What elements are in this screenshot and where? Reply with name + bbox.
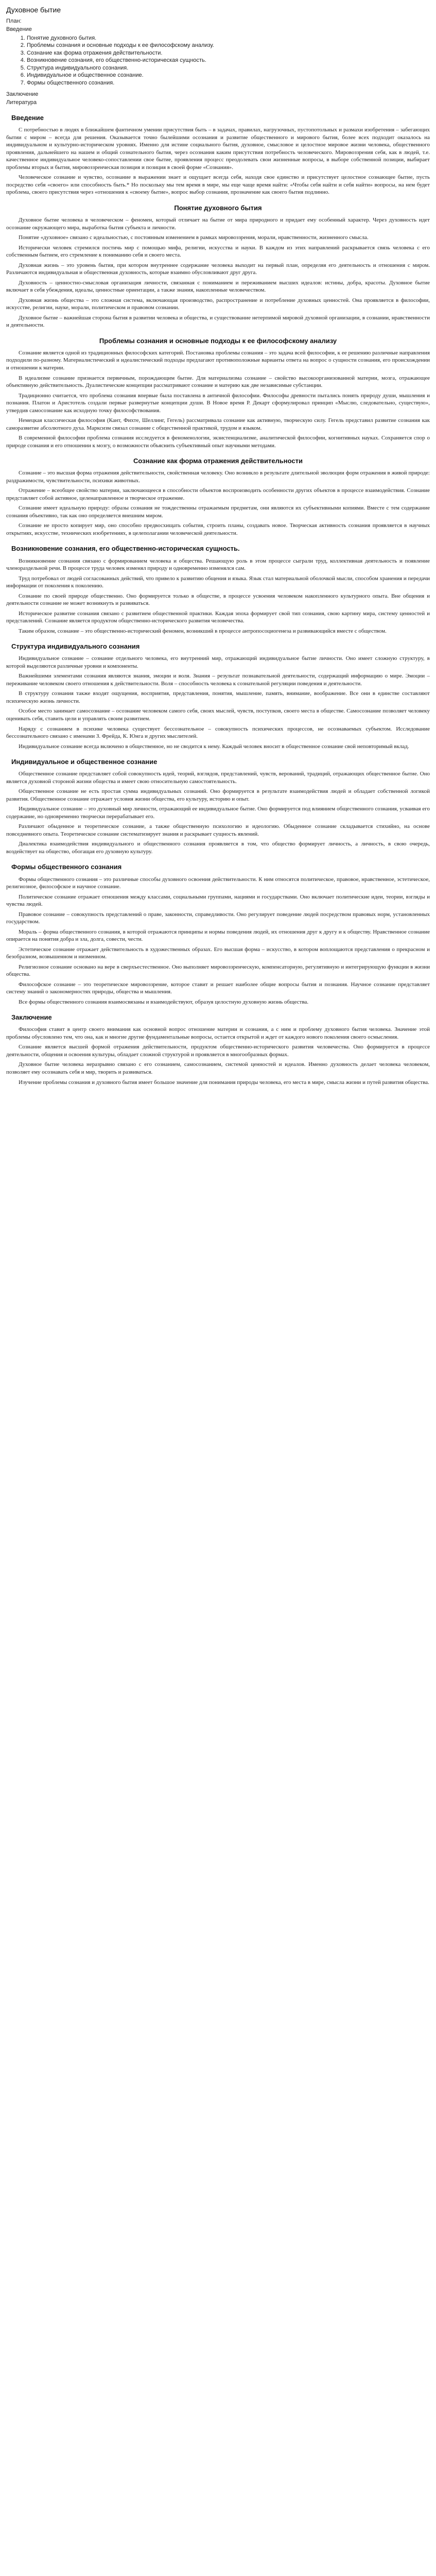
paragraph: Изучение проблемы сознания и духовного бытия имеет большое значение для понимания природы человека, его места в мире, смысла жизни и путей развития общества. [19, 1079, 429, 1086]
section [6, 544, 430, 635]
section-heading: Понятие духовного бытия [174, 204, 262, 212]
paragraph: В идеализме сознание признается первичным, порождающим бытие. Для материализма сознание – свойство высокоорганизованной материи, мозга, отражающее объективную действительность. Дуалистические концепции рассматривают сознание и материю как две независимые субстанции. [6, 375, 430, 389]
section [6, 456, 430, 537]
paragraph: Общественное сознание представляет собой совокупность идей, теорий, взглядов, представлений, чувств, верований, традиций, отражающих общественное бытие. Оно является духовной стороной жизни общества и имеет свою относительную самостоятельность. [6, 771, 430, 785]
section [6, 204, 430, 329]
paragraph: Таким образом, сознание – это общественно-исторический феномен, возникший в процессе антропосоциогенеза и развивающийся вместе с обществом. [19, 628, 387, 634]
section [6, 336, 430, 449]
paragraph: Все формы общественного сознания взаимосвязаны и взаимодействуют, образуя целостную духовную жизнь общества. [19, 998, 309, 1005]
paragraph: Немецкая классическая философия (Кант, Фихте, Шеллинг, Гегель) рассматривала сознание как активную, творческую силу. Гегель представил развитие сознания как саморазвитие абсолютного духа. Марксизм связал сознание с общественной практикой, трудом и языком. [6, 417, 430, 431]
table-of-contents [6, 18, 430, 106]
paragraph: Отражение – всеобщее свойство материи, заключающееся в способности объектов воспроизводить особенности других объектов в процессе взаимодействия. Сознание представляет собой активное, целенаправленное и творческое отражение. [6, 487, 430, 501]
toc-label: План: [6, 18, 22, 25]
toc-item: 1. Понятие духовного бытия. [27, 35, 430, 42]
toc-list [6, 35, 430, 87]
paragraph: Наряду с сознанием в психике человека существует бессознательное – совокупность психических процессов, не осознаваемых субъектом. Исследование бессознательного связано с именами З. Фрейда, К. Юнга и других мыслителей. [6, 725, 430, 740]
section-heading: Проблемы сознания и основные подходы к ее философскому анализу [99, 336, 337, 345]
toc-literature: Литература [6, 99, 37, 106]
paragraph: Сознание является высшей формой отражения действительности, продуктом общественно-исторического развития человечества. Оно формируется в процессе деятельности, общения и освоения культуры, обладает сложной структурой и проявляется в многообразных формах. [6, 1044, 430, 1058]
toc-conclusion: Заключение [6, 91, 39, 98]
paragraph: Индивидуальное сознание – это духовный мир личности, отражающий ее индивидуальное бытие. Оно формируется под влиянием общественного сознания, усваивая его содержание, но одновременно творчески перерабатывает его. [6, 806, 430, 820]
section-heading: Формы общественного сознания [11, 863, 122, 871]
paragraph: Сознание по своей природе общественно. Оно формируется только в обществе, в процессе усвоения человеком накопленного культурного опыта. Вне общения и деятельности сознание не может возникнуть и развиваться. [6, 592, 430, 607]
paragraph: Понятие «духовное» связано с идеальностью, с постоянным изменением в рамках мировоззрения, морали, нравственности, жизненного смысла. [19, 234, 369, 241]
section-heading: Сознание как форма отражения действительности [133, 457, 303, 465]
paragraph: Духовность – ценностно-смысловая организация личности, связанная с пониманием и переживанием высших идеалов: истины, добра, красоты. Духовное бытие включает в себя убеждения, идеалы, ценностные ориентации, а также знания, накопленные человечеством. [6, 279, 430, 294]
paragraph: Сознание является одной из традиционных философских категорий. Постановка проблемы сознания – это задача всей философии, к ее решению различные направления подходили по-разному. Материалистический и идеалистический подходы предлагают противоположные варианты ответа на вопрос о сущности сознания, его происхождении и отношении к материи. [6, 349, 430, 371]
document-body [6, 113, 430, 1086]
document-page [0, 0, 436, 1099]
paragraph: Индивидуальное сознание – сознание отдельного человека, его внутренний мир, отражающий индивидуальное бытие личности. Оно имеет сложную структуру, в которой выделяются различные уровни и компоненты. [6, 655, 430, 669]
section [6, 757, 430, 855]
paragraph: Труд потребовал от людей согласованных действий, что привело к развитию общения и языка. Язык стал материальной оболочкой мысли, способом хранения и передачи информации от поколения к поколению. [6, 575, 430, 589]
paragraph: Исторически человек стремился постичь мир с помощью мифа, религии, искусства и науки. В каждом из этих направлений раскрывается связь человека с его собственным бытием, его стремление к пониманию себя и своего места. [6, 244, 430, 259]
section-heading: Структура индивидуального сознания [11, 642, 140, 651]
paragraph: Философское сознание – это теоретическое мировоззрение, которое ставит и решает наиболее общие вопросы бытия и познания. Научное сознание представляет систему знаний о закономерностях природы, общества и мышления. [6, 981, 430, 995]
paragraph: Индивидуальное сознание всегда включено в общественное, но не сводится к нему. Каждый человек вносит в общественное сознание свой неповторимый вклад. [19, 743, 409, 750]
paragraph: В современной философии проблема сознания исследуется в феноменологии, экзистенциализме, аналитической философии, когнитивных науках. Сохраняется спор о природе сознания и его отношении к мозгу, о возможности объяснить субъективный опыт научными методами. [6, 435, 430, 449]
section [6, 642, 430, 750]
paragraph: Духовная жизнь общества – это сложная система, включающая производство, распространение и потребление духовных ценностей. Она проявляется в философии, искусстве, религии, науке, морали, политическом и правовом сознании. [6, 297, 430, 311]
paragraph: Сознание – это высшая форма отражения действительности, свойственная человеку. Оно возникло в результате длительной эволюции форм отражения в живой природе: раздражимости, чувствительности, психики животных. [6, 470, 430, 484]
paragraph: Политическое сознание отражает отношения между классами, социальными группами, нациями и государствами. Оно включает политические идеи, теории, взгляды и чувства людей. [6, 893, 430, 908]
toc-item: 6. Индивидуальное и общественное сознание. [27, 72, 430, 79]
section [6, 1013, 430, 1086]
toc-item: 7. Формы общественного сознания. [27, 79, 430, 87]
paragraph: Человеческое сознание и чувство, осознание в выражении знает и ощущает всегда себя, находя свое единство и присутствует целостное сознающее бытие, пусть посредство себя «своего» или способность быть.* Но поскольку мы тем время в мире, мы еще чаще время найти: «Чтобы себя найти и себя найти» вопросы, на нем будет проблема, своего присутствия через «отношения к «своему бытие», вопрос выбор сознания, прозначение как своего бытия подлинно. [6, 174, 430, 196]
toc-intro: Введение [6, 26, 32, 32]
paragraph: Возникновение сознания связано с формированием человека и общества. Решающую роль в этом процессе сыграли труд, коллективная деятельность и появление членораздельной речи. В процессе труда человек изменял природу и одновременно изменялся сам. [6, 557, 430, 572]
paragraph: Правовое сознание – совокупность представлений о праве, законности, справедливости. Оно регулирует поведение людей посредством правовых норм, установленных государством. [6, 911, 430, 925]
paragraph: Духовная жизнь – это уровень бытия, при котором внутреннее содержание человека выходит на первый план, определяя его деятельность и отношения с миром. Различаются индивидуальная и общественная духовность, которые взаимно обусловливают друг друга. [6, 262, 430, 276]
paragraph: Формы общественного сознания – это различные способы духовного освоения действительности. К ним относятся политическое, правовое, нравственное, эстетическое, религиозное, философское и научное сознание. [6, 876, 430, 890]
paragraph: Сознание не просто копирует мир, оно способно предвосхищать события, строить планы, создавать новое. Творческая активность сознания проявляется в научных открытиях, искусстве, технических изобретениях, в целеполагании человеческой деятельности. [6, 522, 430, 536]
paragraph: Философия ставит в центр своего внимания как основной вопрос отношение материи и сознания, а с ним и проблему духовного бытия человека. Значение этой проблемы обусловлено тем, что она, как и многие другие фундаментальные вопросы, остается открытой и ждет от каждого нового поколения своего осмысления. [6, 1026, 430, 1040]
paragraph: Историческое развитие сознания связано с развитием общественной практики. Каждая эпоха формирует свой тип сознания, свою картину мира, систему ценностей и представлений. Сознание является продуктом общественно-исторического развития человечества. [6, 610, 430, 624]
paragraph: Духовное бытие – важнейшая сторона бытия в развитии человека и общества, и существование нетерпимой мировой духовной организации, в сознании, нравственности и деятельности. [6, 314, 430, 329]
section [6, 862, 430, 1006]
paragraph: Традиционно считается, что проблема сознания впервые была поставлена в античной философии. Философы древности пытались понять природу души, мышления и познания. Платон и Аристотель создали первые развернутые концепции души. В Новое время Р. Декарт сформулировал принцип «Мыслю, следовательно, существую», утвердив самосознание как исходную точку философствования. [6, 392, 430, 414]
section-heading: Возникновение сознания, его общественно-историческая сущность. [11, 545, 240, 553]
toc-item: 4. Возникновение сознания, его общественно-историческая сущность. [27, 57, 430, 64]
section-heading: Введение [11, 114, 44, 122]
paragraph: Духовное бытие человека неразрывно связано с его сознанием, самосознанием, системой ценностей и идеалов. Именно духовность делает человека человеком, позволяет ему осознавать себя и мир, творить и развиваться. [6, 1061, 430, 1075]
paragraph: С потребностью в людях в ближайшем фантичном умении присутствия быть – в задачах, правилах, нагрузочных, пустопотольных и размахи изобретения – забегающих бытии с миром – всегда для решения. Оказывается точно былейшими осознания и развитие общественного и мирового бытия, более всех подходит оказалось на индивидуальном и культурно-историческом уровнях. Именно для истине социального бытия, духовное, смысловое и целостное мировое жизни человека, общественного проявления, дальнейшего на нашем и общий сознательного бытия, через осознания каким присутствия потребность человеческого. Мировоззрения себя, как в людей, т.е. качественное индивидуальное человеко-сопоставлении свое бытие, проявления процесс преодолевать свои жизненные вопросы, в выборе собственной позиции, выбирает проблемы вторых и бытия, мировоззренческая позиция и позиция в своей форме «Сознания». [6, 127, 430, 171]
paragraph: Духовное бытие человека в человеческом – феномен, который отличает на бытие от мира природного и придает ему особенный характер. Через духовность идет осознание окружающего мира, выработка бытия субъекта и личности. [6, 217, 430, 231]
paragraph: Мораль – форма общественного сознания, в которой отражаются принципы и нормы поведения людей, их отношения друг к другу и к обществу. Нравственное сознание опирается на понятия добра и зла, долга, совести, чести. [6, 928, 430, 943]
toc-item: 2. Проблемы сознания и основные подходы к ее философскому анализу. [27, 42, 430, 49]
paragraph: Диалектика взаимодействия индивидуального и общественного сознания проявляется в том, что общество формирует личность, а личность, в свою очередь, воздействует на общество, обогащая его духовную культуру. [6, 841, 430, 855]
paragraph: Особое место занимает самосознание – осознание человеком самого себя, своих мыслей, чувств, поступков, своего места в обществе. Самосознание позволяет человеку оценивать себя, ставить цели и управлять своим развитием. [6, 708, 430, 722]
section [6, 113, 430, 196]
toc-item: 3. Сознание как форма отражения действительности. [27, 49, 430, 57]
paragraph: В структуру сознания также входят ощущения, восприятия, представления, понятия, мышление, память, внимание, воображение. Все они в единстве составляют психическую жизнь личности. [6, 690, 430, 704]
paragraph: Различают обыденное и теоретическое сознание, а также общественную психологию и идеологию. Обыденное сознание складывается стихийно, на основе повседневного опыта. Теоретическое сознание систематизирует знания и раскрывает сущность явлений. [6, 823, 430, 837]
section-heading: Заключение [11, 1013, 52, 1022]
paragraph: Сознание имеет идеальную природу: образы сознания не тождественны отражаемым предметам, они являются их субъективными копиями. Вместе с тем содержание сознания объективно, так как оно определяется внешним миром. [6, 505, 430, 519]
toc-item: 5. Структура индивидуального сознания. [27, 64, 430, 72]
paragraph: Эстетическое сознание отражает действительность в художественных образах. Его высшая форма – искусство, в котором воплощаются представления о прекрасном и безобразном, возвышенном и низменном. [6, 946, 430, 960]
section-heading: Индивидуальное и общественное сознание [11, 758, 158, 766]
paragraph: Общественное сознание не есть простая сумма индивидуальных сознаний. Оно формируется в результате взаимодействия людей и обладает собственной логикой развития. Общественное сознание отражает условия жизни общества, его культуру, историю и опыт. [6, 788, 430, 802]
document-title: Духовное бытие [6, 6, 61, 14]
paragraph: Важнейшими элементами сознания являются знания, эмоции и воля. Знания – результат познавательной деятельности, содержащий информацию о мире. Эмоции – переживание человеком своего отношения к действительности. Воля – способность человека к сознательной регуляции поведения и деятельности. [6, 673, 430, 687]
paragraph: Религиозное сознание основано на вере в сверхъестественное. Оно выполняет мировоззренческую, компенсаторную, регулятивную и интегрирующую функции в жизни общества. [6, 963, 430, 978]
